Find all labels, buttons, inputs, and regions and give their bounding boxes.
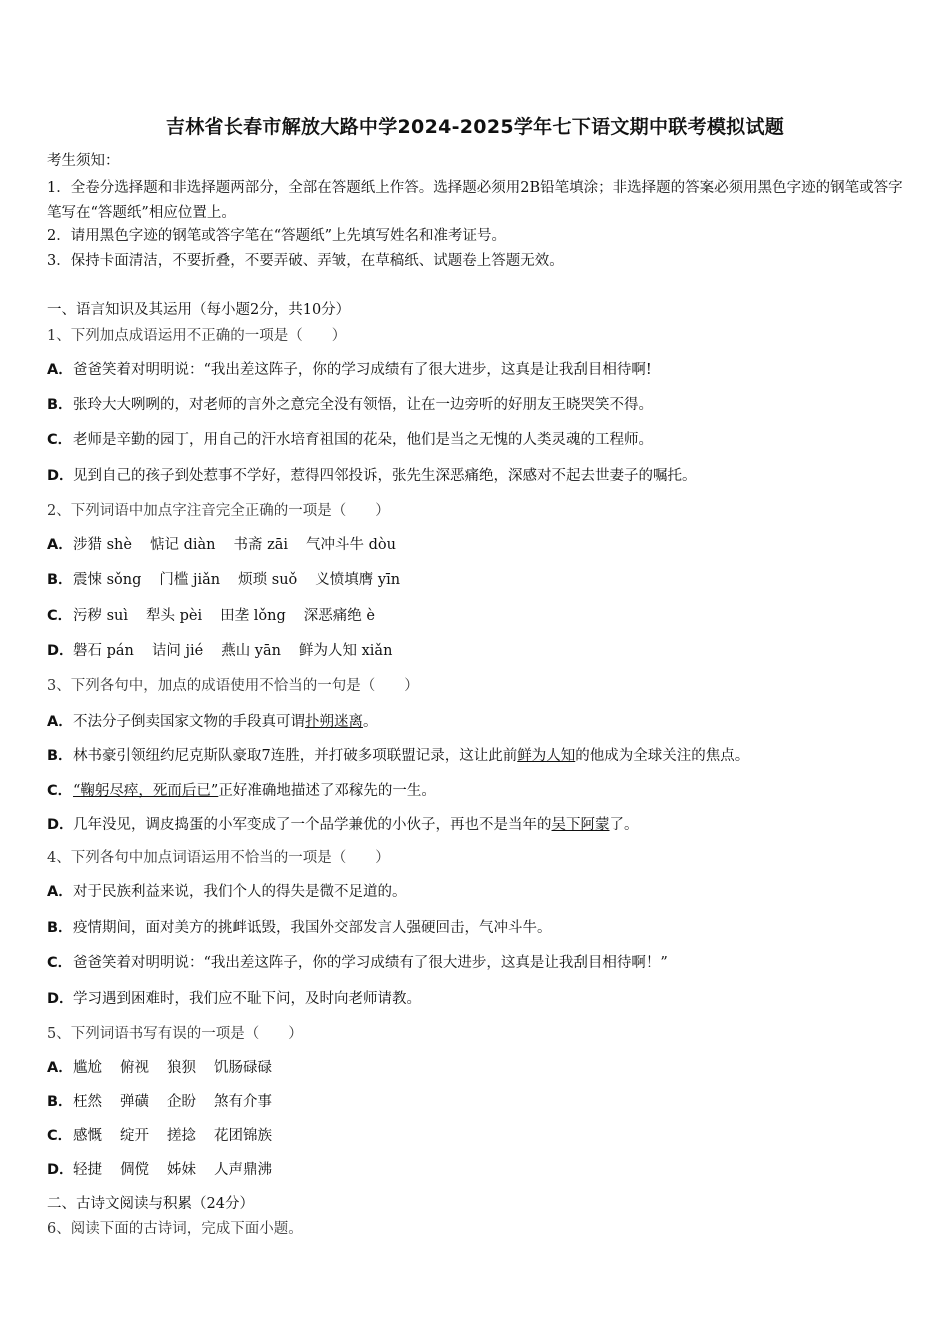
option-text: 学习遇到困难时，我们应不耻下问，及时向老师请教。: [73, 991, 421, 1007]
term: 姊妹: [167, 1162, 196, 1178]
option-label: A．: [47, 1060, 73, 1076]
question-5-option-a: [47, 1058, 272, 1078]
option-text: 张玲大大咧咧的，对老师的言外之意完全没有领悟，让在一边旁听的好朋友王晓哭笑不得。: [73, 397, 653, 413]
term: 震悚 sǒng: [73, 572, 142, 588]
question-2-option-c: [47, 606, 375, 626]
question-4-option-b: [47, 918, 552, 938]
question-5-option-d: [47, 1160, 272, 1180]
term: 犁头 pèi: [146, 608, 203, 624]
question-3-stem: 3、下列各句中，加点的成语使用不恰当的一句是（ ）: [47, 678, 419, 694]
term: 鲜为人知 xiǎn: [299, 643, 393, 659]
question-1-option-d: [47, 466, 697, 486]
term: 气冲斗牛 dòu: [306, 537, 396, 553]
underlined-idiom: 扑朔迷离: [305, 714, 363, 730]
term: 人声鼎沸: [214, 1162, 272, 1178]
underlined-idiom: 吴下阿蒙: [551, 817, 610, 833]
term: 绽开: [120, 1128, 149, 1144]
term: 深恶痛绝 è: [303, 608, 375, 624]
option-text: 对于民族利益来说，我们个人的得失是微不足道的。: [73, 884, 407, 900]
question-1-option-b: [47, 395, 653, 415]
question-2-option-b: [47, 570, 400, 590]
underlined-idiom: “鞠躬尽瘁，死而后已”: [73, 783, 219, 799]
term: 尴尬: [73, 1060, 102, 1076]
option-label: A．: [47, 884, 73, 900]
term: 饥肠碌碌: [214, 1060, 272, 1076]
option-text: 见到自己的孩子到处惹事不学好，惹得四邻投诉，张先生深恶痛绝，深感对不起去世妻子的嘱托。: [73, 468, 697, 484]
question-4-option-a: [47, 882, 407, 902]
question-2-option-a: [47, 535, 396, 555]
option-text: 爸爸笑着对明明说：“我出差这阵子，你的学习成绩有了很大进步，这真是让我刮目相待啊！”: [73, 955, 668, 971]
question-3-option-b: [47, 746, 749, 766]
option-label: C．: [47, 608, 73, 624]
question-3-option-a: [47, 712, 378, 732]
option-label: C．: [47, 783, 73, 799]
question-5-option-b: [47, 1092, 272, 1112]
term: 诘问 jié: [151, 643, 204, 659]
term: 书斋 zāi: [233, 537, 289, 553]
notice-heading: 考生须知：: [47, 153, 120, 169]
option-text: 不法分子倒卖国家文物的手段真可谓: [73, 714, 305, 730]
question-4-option-c: [47, 953, 668, 973]
option-text: 几年没见，调皮捣蛋的小军变成了一个品学兼优的小伙子，再也不是当年的: [73, 817, 552, 833]
underlined-idiom: 鲜为人知: [517, 748, 576, 764]
term: 俯视: [120, 1060, 149, 1076]
notice-item-2: 2．请用黑色字迹的钢笔或答字笔在“答题纸”上先填写姓名和准考证号。: [47, 228, 507, 244]
question-1-option-a: [47, 360, 652, 380]
question-6-stem: 6、阅读下面的古诗词，完成下面小题。: [47, 1221, 303, 1237]
term: 感慨: [73, 1128, 102, 1144]
term: 轻捷: [73, 1162, 102, 1178]
option-text: 爸爸笑着对明明说：“我出差这阵子，你的学习成绩有了很大进步，这真是让我刮目相待啊!: [73, 362, 652, 378]
question-5-stem: 5、下列词语书写有误的一项是（ ）: [47, 1026, 303, 1042]
question-2-option-d: [47, 641, 392, 661]
option-text: 老师是辛勤的园丁，用自己的汗水培育祖国的花朵，他们是当之无愧的人类灵魂的工程师。: [73, 432, 653, 448]
option-text: 。: [363, 714, 378, 730]
term: 燕山 yān: [221, 643, 281, 659]
option-label: B．: [47, 920, 73, 936]
section-2-heading: 二、古诗文阅读与积累（24分）: [47, 1196, 254, 1212]
question-4-option-d: [47, 989, 421, 1009]
term: 涉猎 shè: [73, 537, 132, 553]
option-label: B．: [47, 397, 73, 413]
option-label: D．: [47, 991, 74, 1007]
option-label: A．: [47, 537, 73, 553]
option-label: B．: [47, 572, 73, 588]
question-2-stem: 2、下列词语中加点字注音完全正确的一项是（ ）: [47, 503, 390, 519]
option-text: 了。: [609, 817, 639, 833]
option-text: 林书豪引领纽约尼克斯队豪取7连胜，并打破多项联盟记录，这让此前: [73, 748, 518, 764]
question-4-stem: 4、下列各句中加点词语运用不恰当的一项是（ ）: [47, 850, 390, 866]
term: 弹磺: [120, 1094, 149, 1110]
option-label: A．: [47, 714, 73, 730]
term: 狼狈: [167, 1060, 196, 1076]
term: 搓捻: [167, 1128, 196, 1144]
notice-item-1: 1．全卷分选择题和非选择题两部分，全部在答题纸上作答。选择题必须用2B铅笔填涂；非选择题的答案必须用黑色字迹的钢笔或答字笔写在“答题纸”相应位置上。: [47, 180, 903, 221]
option-text: 疫情期间，面对美方的挑衅诋毁，我国外交部发言人强硬回击，气冲斗牛。: [73, 920, 552, 936]
term: 污秽 suì: [73, 608, 129, 624]
option-label: D．: [47, 1162, 74, 1178]
option-label: C．: [47, 432, 73, 448]
option-label: D．: [47, 468, 74, 484]
term: 门槛 jiǎn: [159, 572, 221, 588]
term: 磐石 pán: [73, 643, 134, 659]
option-text: 正好准确地描述了邓稼先的一生。: [218, 783, 436, 799]
option-label: C．: [47, 1128, 73, 1144]
option-label: A．: [47, 362, 73, 378]
page-title: 吉林省长春市解放大路中学2024-2025学年七下语文期中联考模拟试题: [165, 116, 785, 138]
term: 花团锦族: [214, 1128, 272, 1144]
section-1-heading: 一、语言知识及其运用（每小题2分，共10分）: [47, 302, 351, 318]
term: 枉然: [73, 1094, 102, 1110]
question-3-option-c: [47, 781, 436, 801]
option-label: D．: [47, 817, 74, 833]
question-5-option-c: [47, 1126, 272, 1146]
term: 烦琐 suǒ: [238, 572, 298, 588]
question-1-option-c: [47, 430, 653, 450]
term: 企盼: [167, 1094, 196, 1110]
option-label: B．: [47, 748, 73, 764]
option-label: D．: [47, 643, 74, 659]
term: 义愤填膺 yīn: [315, 572, 401, 588]
term: 惦记 diàn: [149, 537, 216, 553]
term: 倜傥: [120, 1162, 149, 1178]
question-3-option-d: [47, 815, 639, 835]
option-text: 的他成为全球关注的焦点。: [575, 748, 750, 764]
term: 煞有介事: [214, 1094, 272, 1110]
question-1-stem: 1、下列加点成语运用不正确的一项是（ ）: [47, 328, 347, 344]
option-label: C．: [47, 955, 73, 971]
term: 田垄 lǒng: [220, 608, 286, 624]
option-label: B．: [47, 1094, 73, 1110]
notice-item-3: 3．保持卡面清洁，不要折叠，不要弄破、弄皱，在草稿纸、试题卷上答题无效。: [47, 253, 564, 269]
